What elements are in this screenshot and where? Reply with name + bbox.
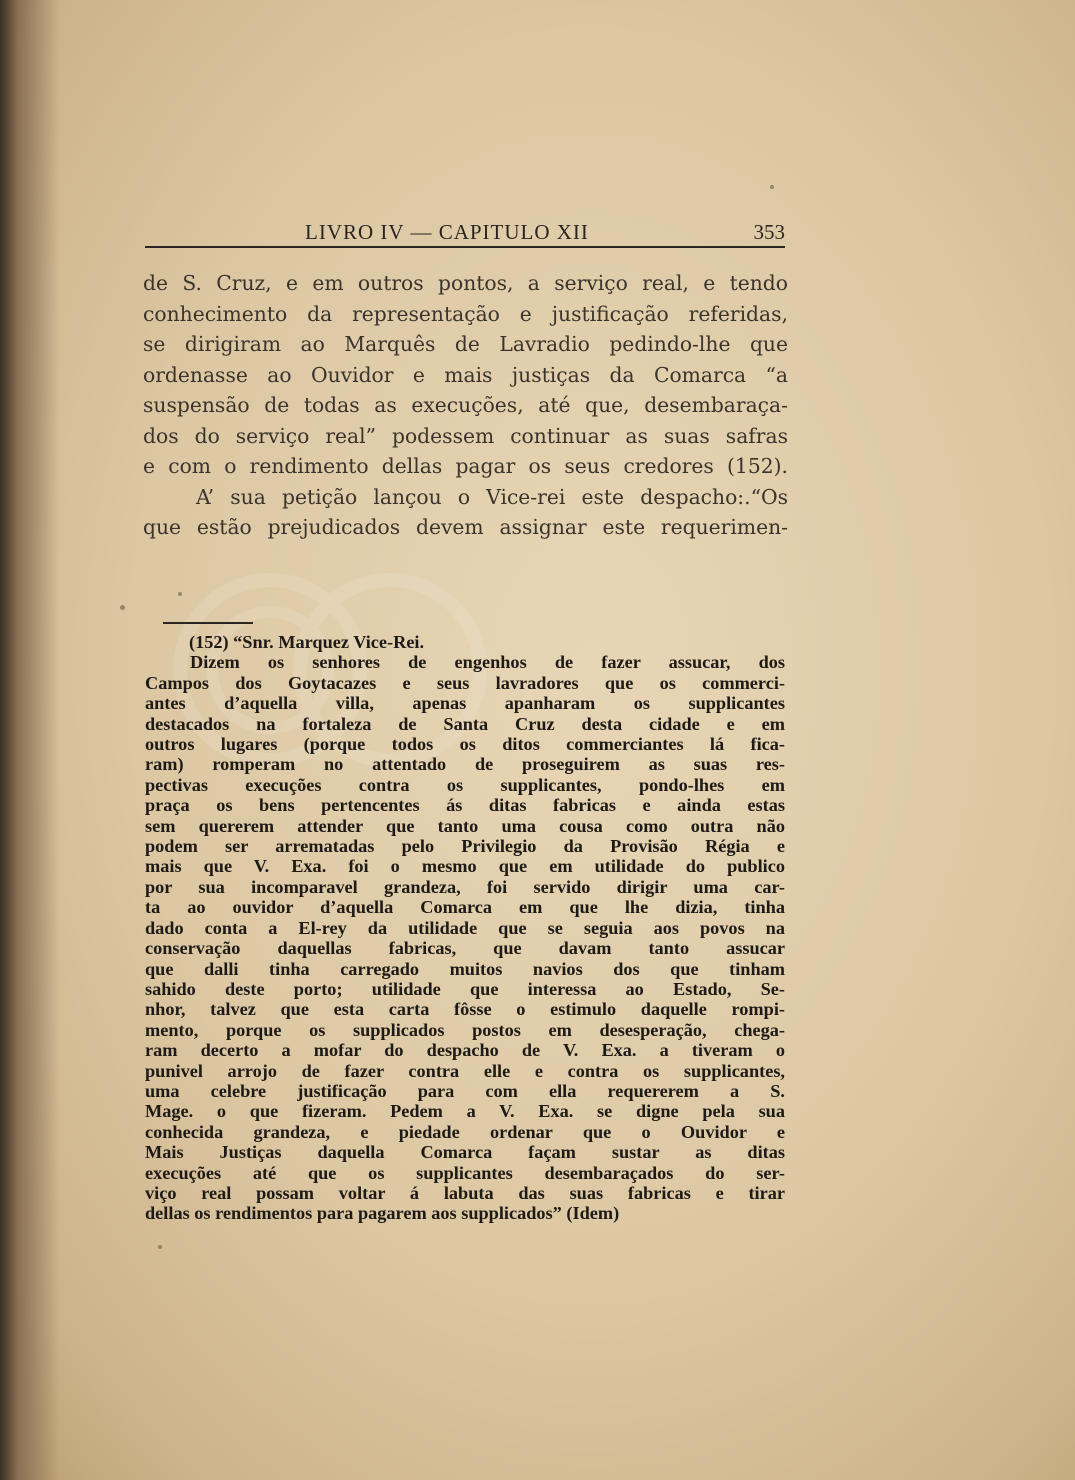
footnote-line: conservação daquellas fabricas, que davam tanto assucar bbox=[145, 938, 785, 959]
footnote-line: por sua incomparavel grandeza, foi servido dirigir uma car- bbox=[145, 876, 785, 897]
footnote-line: ta ao ouvidor d’aquella Comarca em que lhe dizia, tinha bbox=[145, 897, 785, 918]
body-line: de S. Cruz, e em outros pontos, a serviço real, e tendo bbox=[143, 271, 788, 295]
body-line: se dirigiram ao Marquês de Lavradio pedindo-lhe que bbox=[143, 332, 788, 356]
footnote-line: mais que V. Exa. foi o mesmo que em utilidade do publico bbox=[145, 856, 785, 877]
footnote-line: podem ser arrematadas pelo Privilegio da Provisão Régia e bbox=[145, 836, 785, 857]
footnote-line: Campos dos Goytacazes e seus lavradores que os commerci- bbox=[145, 672, 785, 693]
footnote-line: Mage. o que fizeram. Pedem a V. Exa. se digne pela sua bbox=[145, 1101, 785, 1122]
footnote-line: mento, porque os supplicados postos em desesperação, chega- bbox=[145, 1019, 785, 1040]
paper-speck bbox=[770, 185, 774, 189]
footnote-line: que dalli tinha carregado muitos navios dos que tinham bbox=[145, 958, 785, 979]
footnote-heading: (152) “Snr. Marquez Vice-Rei. bbox=[189, 632, 425, 652]
body-paragraphs bbox=[143, 268, 788, 543]
footnote-line: praça os bens pertencentes ás ditas fabricas e ainda estas bbox=[145, 795, 785, 816]
footnote-line: ram decerto a mofar do despacho de V. Exa. a tiveram o bbox=[145, 1040, 785, 1061]
footnote-line: ram) romperam no attentado de proseguirem as suas res- bbox=[145, 754, 785, 775]
body-line: ordenasse ao Ouvidor e mais justiças da Comarca “a bbox=[143, 362, 788, 387]
body-line: e com o rendimento dellas pagar os seus credores (152). bbox=[143, 454, 788, 478]
body-line: dos do serviço real” podessem continuar as suas safras bbox=[143, 423, 788, 448]
binding-shadow bbox=[0, 0, 60, 1480]
footnote-line: dellas os rendimentos para pagarem aos supplicados” (Idem) bbox=[145, 1203, 620, 1224]
footnote-line: dado conta a El-rey da utilidade que se seguia aos povos na bbox=[145, 917, 785, 938]
footnote-separator bbox=[163, 622, 253, 624]
footnote-line: nhor, talvez que esta carta fôsse o estimulo daquelle rompi- bbox=[145, 999, 785, 1020]
page-number: 353 bbox=[753, 220, 785, 244]
body-line: que estão prejudicados devem assignar este requerimen- bbox=[143, 515, 788, 539]
paper-speck bbox=[120, 605, 125, 610]
footnote-line: Mais Justiças daquella Comarca façam sustar as ditas bbox=[145, 1142, 785, 1163]
footnote-line: outros lugares (porque todos os ditos commerciantes lá fica- bbox=[145, 734, 785, 755]
running-header bbox=[145, 218, 785, 248]
footnote-line: uma celebre justificação para com ella requererem a S. bbox=[145, 1080, 785, 1101]
body-line: suspensão de todas as execuções, até que, desembaraça- bbox=[143, 393, 788, 417]
footnote-line: conhecida grandeza, e piedade ordenar que o Ouvidor e bbox=[145, 1121, 785, 1142]
footnote-line: sem quererem attender que tanto uma cousa como outra não bbox=[145, 815, 785, 836]
footnote-line: destacados na fortaleza de Santa Cruz desta cidade e em bbox=[145, 713, 785, 734]
footnote-152 bbox=[145, 632, 785, 1224]
footnote-line: viço real possam voltar á labuta das suas fabricas e tirar bbox=[145, 1182, 785, 1203]
footnote-line: execuções até que os supplicantes desembaraçados do ser- bbox=[145, 1162, 785, 1183]
footnote-line: antes d’aquella villa, apenas apanharam os supplicantes bbox=[145, 693, 785, 714]
body-line: conhecimento da representação e justificação referidas, bbox=[143, 301, 788, 326]
footnote-line: sahido deste porto; utilidade que interessa ao Estado, Se- bbox=[145, 978, 785, 999]
footnote-line: punivel arrojo de fazer contra elle e contra os supplicantes, bbox=[145, 1060, 785, 1081]
footnote-line: pectivas execuções contra os supplicantes, pondo-lhes em bbox=[145, 774, 785, 795]
paper-speck bbox=[178, 592, 182, 596]
body-line: A’ sua petição lançou o Vice-rei este despacho:.“Os bbox=[196, 484, 788, 509]
running-header-title: LIVRO IV — CAPITULO XII bbox=[305, 220, 589, 244]
paper-speck bbox=[158, 1245, 162, 1249]
footnote-line: Dizem os senhores de engenhos de fazer assucar, dos bbox=[190, 652, 785, 673]
